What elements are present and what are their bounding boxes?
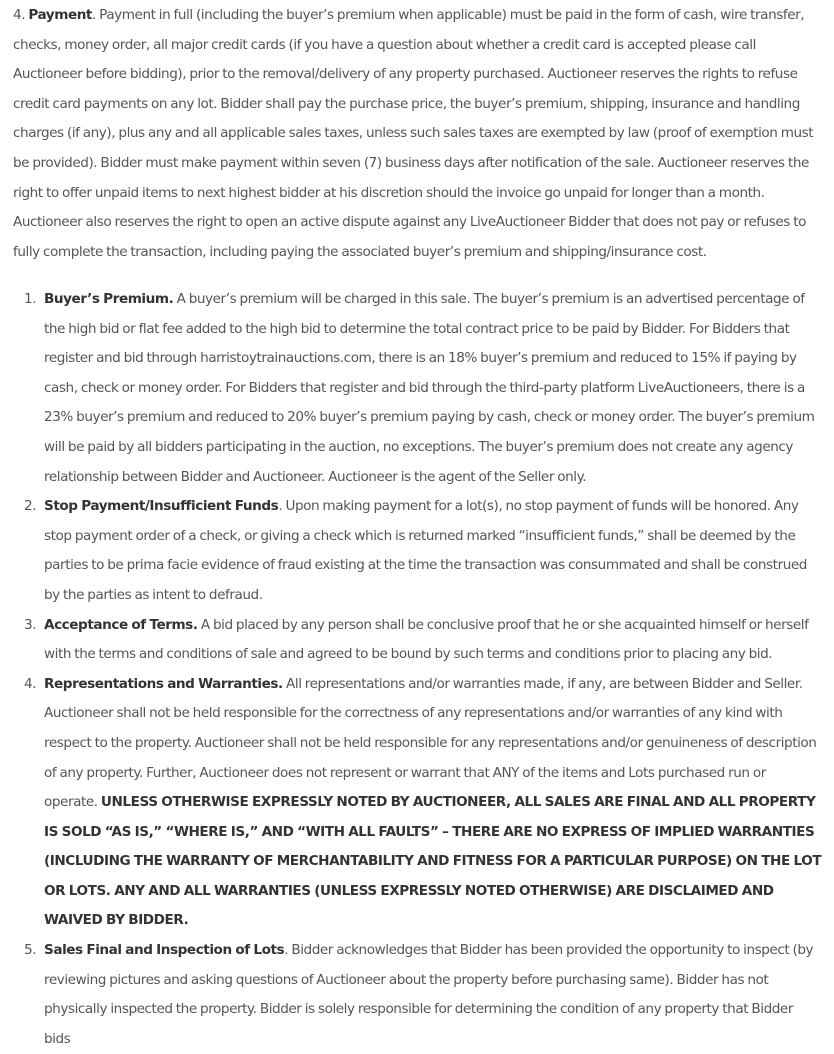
list-item-title: Representations and Warranties. [44,675,283,692]
list-item-number: 5. [24,942,37,959]
list-item-number: 2. [24,498,37,515]
list-item-stop-payment [0,492,834,610]
list-item-acceptance-of-terms [0,611,834,670]
list-item-sales-final [0,936,834,1054]
list-item-body: All representations and/or warranties made, if any, are between Bidder and Seller. Auctioneer shall not be held responsible for the correctness of any representations and/or warranties of any kind with respect to the property. Auctioneer shall not be held responsible for any representations and/or genuineness of description of any property. Further, Auctioneer does not represent or warrant that ANY of the items and Lots purchased run or operate. [44,675,817,811]
list-item-body: . Bidder acknowledges that Bidder has been provided the opportunity to inspect (by reviewing pictures and asking questions of Auctioneer about the property before purchasing same). Bidder has not physically inspected the property. Bidder is solely responsible for determining the condition of any property that Bidder bids [44,942,814,1047]
payment-section [0,0,834,267]
terms-list [0,285,834,1054]
list-item-buyers-premium [0,285,834,492]
list-item-body: A buyer’s premium will be charged in this sale. The buyer’s premium is an advertised percentage of the high bid or flat fee added to the high bid to determine the total contract price to be paid by Bidder. For Bidders that register and bid through harristoytrainauctions.com, there is an 18% buyer’s premium and reduced to 15% if paying by cash, check or money order. For Bidders that register and bid through the third-party platform LiveAuctioneers, there is a 23% buyer’s premium and reduced to 20% buyer’s premium paying by cash, check or money order. The buyer’s premium will be paid by all bidders participating in the auction, no exceptions. The buyer’s premium does not create any agency relationship between Bidder and Auctioneer. Auctioneer is the agent of the Seller only. [44,291,815,485]
list-item-body: . Upon making payment for a lot(s), no stop payment of funds will be honored. Any stop payment order of a check, or giving a check which is returned marked “insufficient funds,” shall be deemed by the parties to be prima facie evidence of fraud existing at the time the transaction was consummated and shall be construed by the parties as intent to defraud. [44,498,807,603]
list-item-number: 4. [24,675,37,692]
warranty-disclaimer: UNLESS OTHERWISE EXPRESSLY NOTED BY AUCTIONEER, ALL SALES ARE FINAL AND ALL PROPERTY IS SOLD “AS IS,” “WHERE IS,” AND “WITH ALL FAULTS” – THERE ARE NO EXPRESS OF IMPLIED WARRANTIES (INCLUDING THE WARRANTY OF MERCHANTABILITY AND FITNESS FOR A PARTICULAR PURPOSE) ON THE LOT OR LOTS. ANY AND ALL WARRANTIES (UNLESS EXPRESSLY NOTED OTHERWISE) ARE DISCLAIMED AND WAIVED BY BIDDER. [44,794,822,929]
list-item-body: A bid placed by any person shall be conclusive proof that he or she acquainted himself or herself with the terms and conditions of sale and agreed to be bound by such terms and conditions prior to placing any bid. [44,616,809,663]
list-item-representations-warranties [0,670,834,936]
list-item-number: 1. [24,291,37,307]
list-item-title: Acceptance of Terms. [44,616,198,633]
section-title: Payment [28,7,92,23]
list-item-number: 3. [24,616,37,633]
section-body: . Payment in full (including the buyer’s premium when applicable) must be paid in the form of cash, wire transfer, checks, money order, all major credit cards (if you have a question about whether a credit card is accepted please call Auctioneer before bidding), prior to the removal/delivery of any property purchased. Auctioneer reserves the rights to refuse credit card payments on any lot. Bidder shall pay the purchase price, the buyer’s premium, shipping, insurance and handling charges (if any), plus any and all applicable sales taxes, unless such sales taxes are exempted by law (proof of exemption must be provided). Bidder must make payment within seven (7) business days after notification of the sale. Auctioneer reserves the right to offer unpaid items to next highest bidder at his discretion should the invoice go unpaid for longer than a month. Auctioneer also reserves the right to open an active dispute against any LiveAuctioneer Bidder that does not pay or refuses to fully complete the transaction, including paying the associated buyer’s premium and shipping/insurance cost. [13,7,814,260]
list-item-title: Sales Final and Inspection of Lots [44,942,285,959]
list-item-title: Buyer’s Premium. [44,291,174,307]
section-number: 4. [13,7,26,23]
list-item-title: Stop Payment/Insufficient Funds [44,498,279,515]
